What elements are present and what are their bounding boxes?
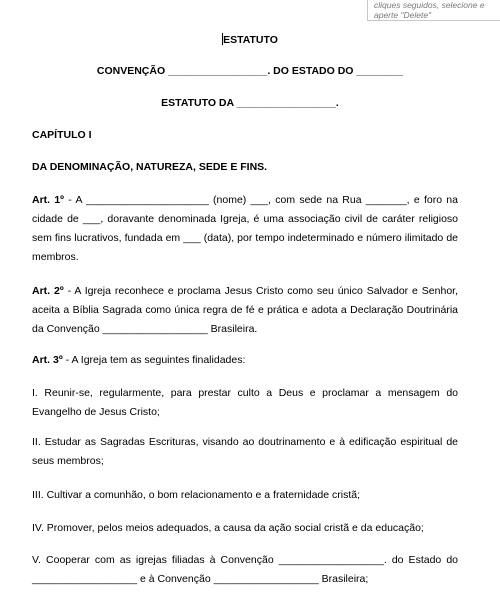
tooltip-line-1: cliques seguidos, selecione e bbox=[374, 0, 485, 10]
chapter-heading: CAPÍTULO I bbox=[32, 129, 92, 141]
document-title: ESTATUTO bbox=[223, 34, 278, 46]
statute-line: ESTATUTO DA _________________. bbox=[161, 97, 339, 109]
section-heading: DA DENOMINAÇÃO, NATUREZA, SEDE E FINS. bbox=[32, 161, 268, 173]
convention-line: CONVENÇÃO _________________. DO ESTADO DO ________ bbox=[96, 65, 404, 77]
purpose-item-4: IV. Promover, pelos meios adequados, a causa da ação social cristã e da educação; bbox=[32, 522, 424, 534]
purpose-item-2: II. Estudar as Sagradas Escrituras, visando ao doutrinamento e à edificação espiritual de seus membros; bbox=[32, 436, 458, 467]
article-3-text: - A Igreja tem as seguintes finalidades: bbox=[62, 354, 246, 366]
article-2 bbox=[32, 282, 458, 339]
article-2-text: - A Igreja reconhece e proclama Jesus Cristo como seu único Salvador e Senhor, aceita a Bíblia Sagrada como única regra de fé e prática e adota a Declaração Doutrinária da Convenção __________________ Brasileira. bbox=[32, 285, 458, 335]
article-1-label: Art. 1º bbox=[32, 194, 65, 206]
purpose-item-5: V. Cooperar com as igrejas filiadas à Convenção __________________. do Estado do __________________ e à Convenção __________________ Brasileira; bbox=[32, 554, 458, 585]
purpose-item-1: I. Reunir-se, regularmente, para prestar culto a Deus e proclamar a mensagem do Evangelho de Jesus Cristo; bbox=[32, 387, 458, 418]
article-3 bbox=[32, 351, 458, 370]
purpose-item-3: III. Cultivar a comunhão, o bom relacionamento e a fraternidade cristã; bbox=[32, 489, 361, 501]
document-title-line bbox=[0, 33, 500, 46]
tooltip-line-2: aperte "Delete" bbox=[374, 10, 432, 20]
article-2-label: Art. 2º bbox=[32, 285, 64, 297]
article-3-label: Art. 3º bbox=[32, 354, 63, 366]
article-1 bbox=[32, 191, 458, 267]
article-1-text: - A _____________________ (nome) ___, com sede na Rua _______, e foro na cidade de ___, doravante denominada Igreja, é uma associação civil de caráter religioso sem fins lucrativos, fundada em ___ (data), por tempo indeterminado e número ilimitado de membros. bbox=[32, 194, 458, 263]
